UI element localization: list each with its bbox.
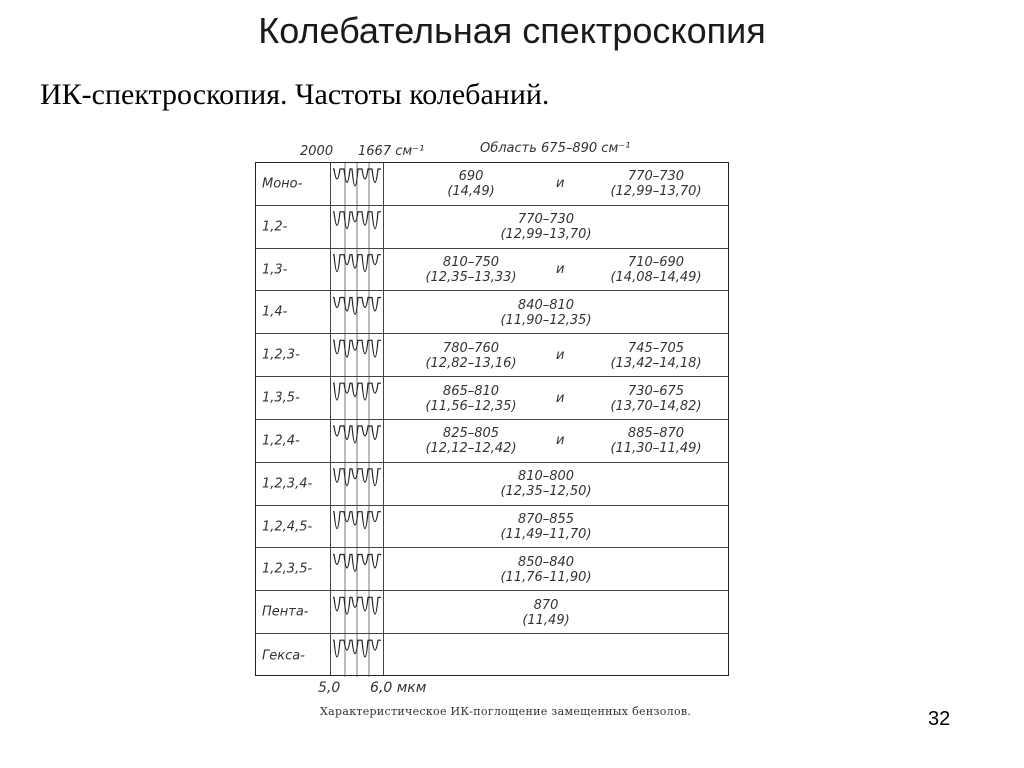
frequency-line: 825–805 [442, 426, 500, 442]
frequency-line: 745–705 [627, 340, 685, 356]
table-row [256, 292, 728, 335]
frequency-left [406, 384, 536, 414]
frequency-line: 710–690 [627, 255, 685, 271]
frequency-line: 730–675 [627, 383, 685, 399]
top-label-region: Область 675–890 см⁻¹ [480, 141, 631, 156]
frequency-line: (14,49) [447, 184, 495, 200]
substitution-label: 1,2,3,4- [262, 476, 313, 492]
top-label-1667: 1667 см⁻¹ [358, 144, 425, 159]
substitution-label: 1,2- [262, 219, 288, 235]
frequency-line: (14,08–14,49) [610, 270, 702, 286]
frequency-line: 865–810 [442, 383, 500, 399]
top-label-2000: 2000 [300, 144, 334, 159]
frequency-line: 810–800 [517, 469, 575, 485]
frequency-line: 810–750 [442, 255, 500, 271]
conjunction: и [556, 347, 565, 363]
substitution-label: Гекса- [262, 648, 305, 664]
substitution-label: 1,2,4- [262, 433, 300, 449]
frequency-line: (12,12–12,42) [425, 441, 517, 457]
conjunction: и [556, 176, 565, 192]
table-row [256, 549, 728, 592]
frequency-center [421, 212, 671, 242]
substitution-label: 1,2,3,5- [262, 561, 313, 577]
frequency-line: (12,99–13,70) [500, 227, 592, 243]
frequency-center [421, 298, 671, 328]
page-number: 32 [928, 708, 951, 730]
frequency-line: 780–760 [442, 340, 500, 356]
table-row [256, 634, 728, 677]
slide-subtitle: ИК-спектроскопия. Частоты колебаний. [40, 78, 550, 111]
conjunction: и [556, 390, 565, 406]
table-row [256, 377, 728, 420]
frequency-center [421, 469, 671, 499]
frequency-line: (11,49–11,70) [500, 527, 592, 543]
frequency-left [406, 341, 536, 371]
bottom-label-6: 6,0 мкм [370, 680, 427, 696]
frequency-line: (11,76–11,90) [500, 569, 592, 585]
frequency-line: 770–730 [517, 212, 575, 228]
frequency-line: (11,56–12,35) [425, 398, 517, 414]
frequency-line: (11,30–11,49) [610, 441, 702, 457]
frequency-right [586, 426, 726, 456]
substitution-label: 1,3,5- [262, 390, 300, 406]
frequency-left [406, 169, 536, 199]
frequency-line: 770–730 [627, 169, 685, 185]
frequency-line: (12,82–13,16) [425, 355, 517, 371]
bottom-label-5: 5,0 [318, 680, 341, 696]
frequency-center [421, 555, 671, 585]
frequency-left [406, 426, 536, 456]
table-row [256, 591, 728, 634]
frequency-line: 850–840 [517, 554, 575, 570]
table-row [256, 334, 728, 377]
frequency-line: (12,35–12,50) [500, 484, 592, 500]
frequency-line: 690 [458, 169, 484, 185]
frequency-center [421, 598, 671, 628]
frequency-line: (12,35–13,33) [425, 270, 517, 286]
frequency-center [421, 512, 671, 542]
substitution-label: 1,2,3- [262, 347, 300, 363]
frequency-line: (11,90–12,35) [500, 312, 592, 328]
frequency-line: (13,42–14,18) [610, 355, 702, 371]
frequency-line: (12,99–13,70) [610, 184, 702, 200]
conjunction: и [556, 262, 565, 278]
frequency-left [406, 255, 536, 285]
table-row [256, 463, 728, 506]
table-row [256, 163, 728, 206]
frequency-line: 870–855 [517, 512, 575, 528]
table-row [256, 249, 728, 292]
substitution-label: 1,3- [262, 262, 288, 278]
frequency-right [586, 255, 726, 285]
frequency-line: (11,49) [522, 612, 570, 628]
frequency-line: 885–870 [627, 426, 685, 442]
absorption-table [255, 162, 729, 676]
table-row [256, 420, 728, 463]
frequency-right [586, 341, 726, 371]
substitution-label: Моно- [262, 176, 303, 192]
frequency-line: 870 [533, 597, 559, 613]
table-row [256, 506, 728, 549]
frequency-line: (13,70–14,82) [610, 398, 702, 414]
figure-caption: Характеристическое ИК-поглощение замещенных бензолов. [320, 705, 692, 718]
substitution-label: 1,2,4,5- [262, 519, 313, 535]
slide-title: Колебательная спектроскопия [258, 10, 766, 51]
frequency-right [586, 169, 726, 199]
frequency-line: 840–810 [517, 297, 575, 313]
table-row [256, 206, 728, 249]
frequency-right [586, 384, 726, 414]
substitution-label: 1,4- [262, 304, 288, 320]
conjunction: и [556, 433, 565, 449]
substitution-label: Пента- [262, 604, 309, 620]
